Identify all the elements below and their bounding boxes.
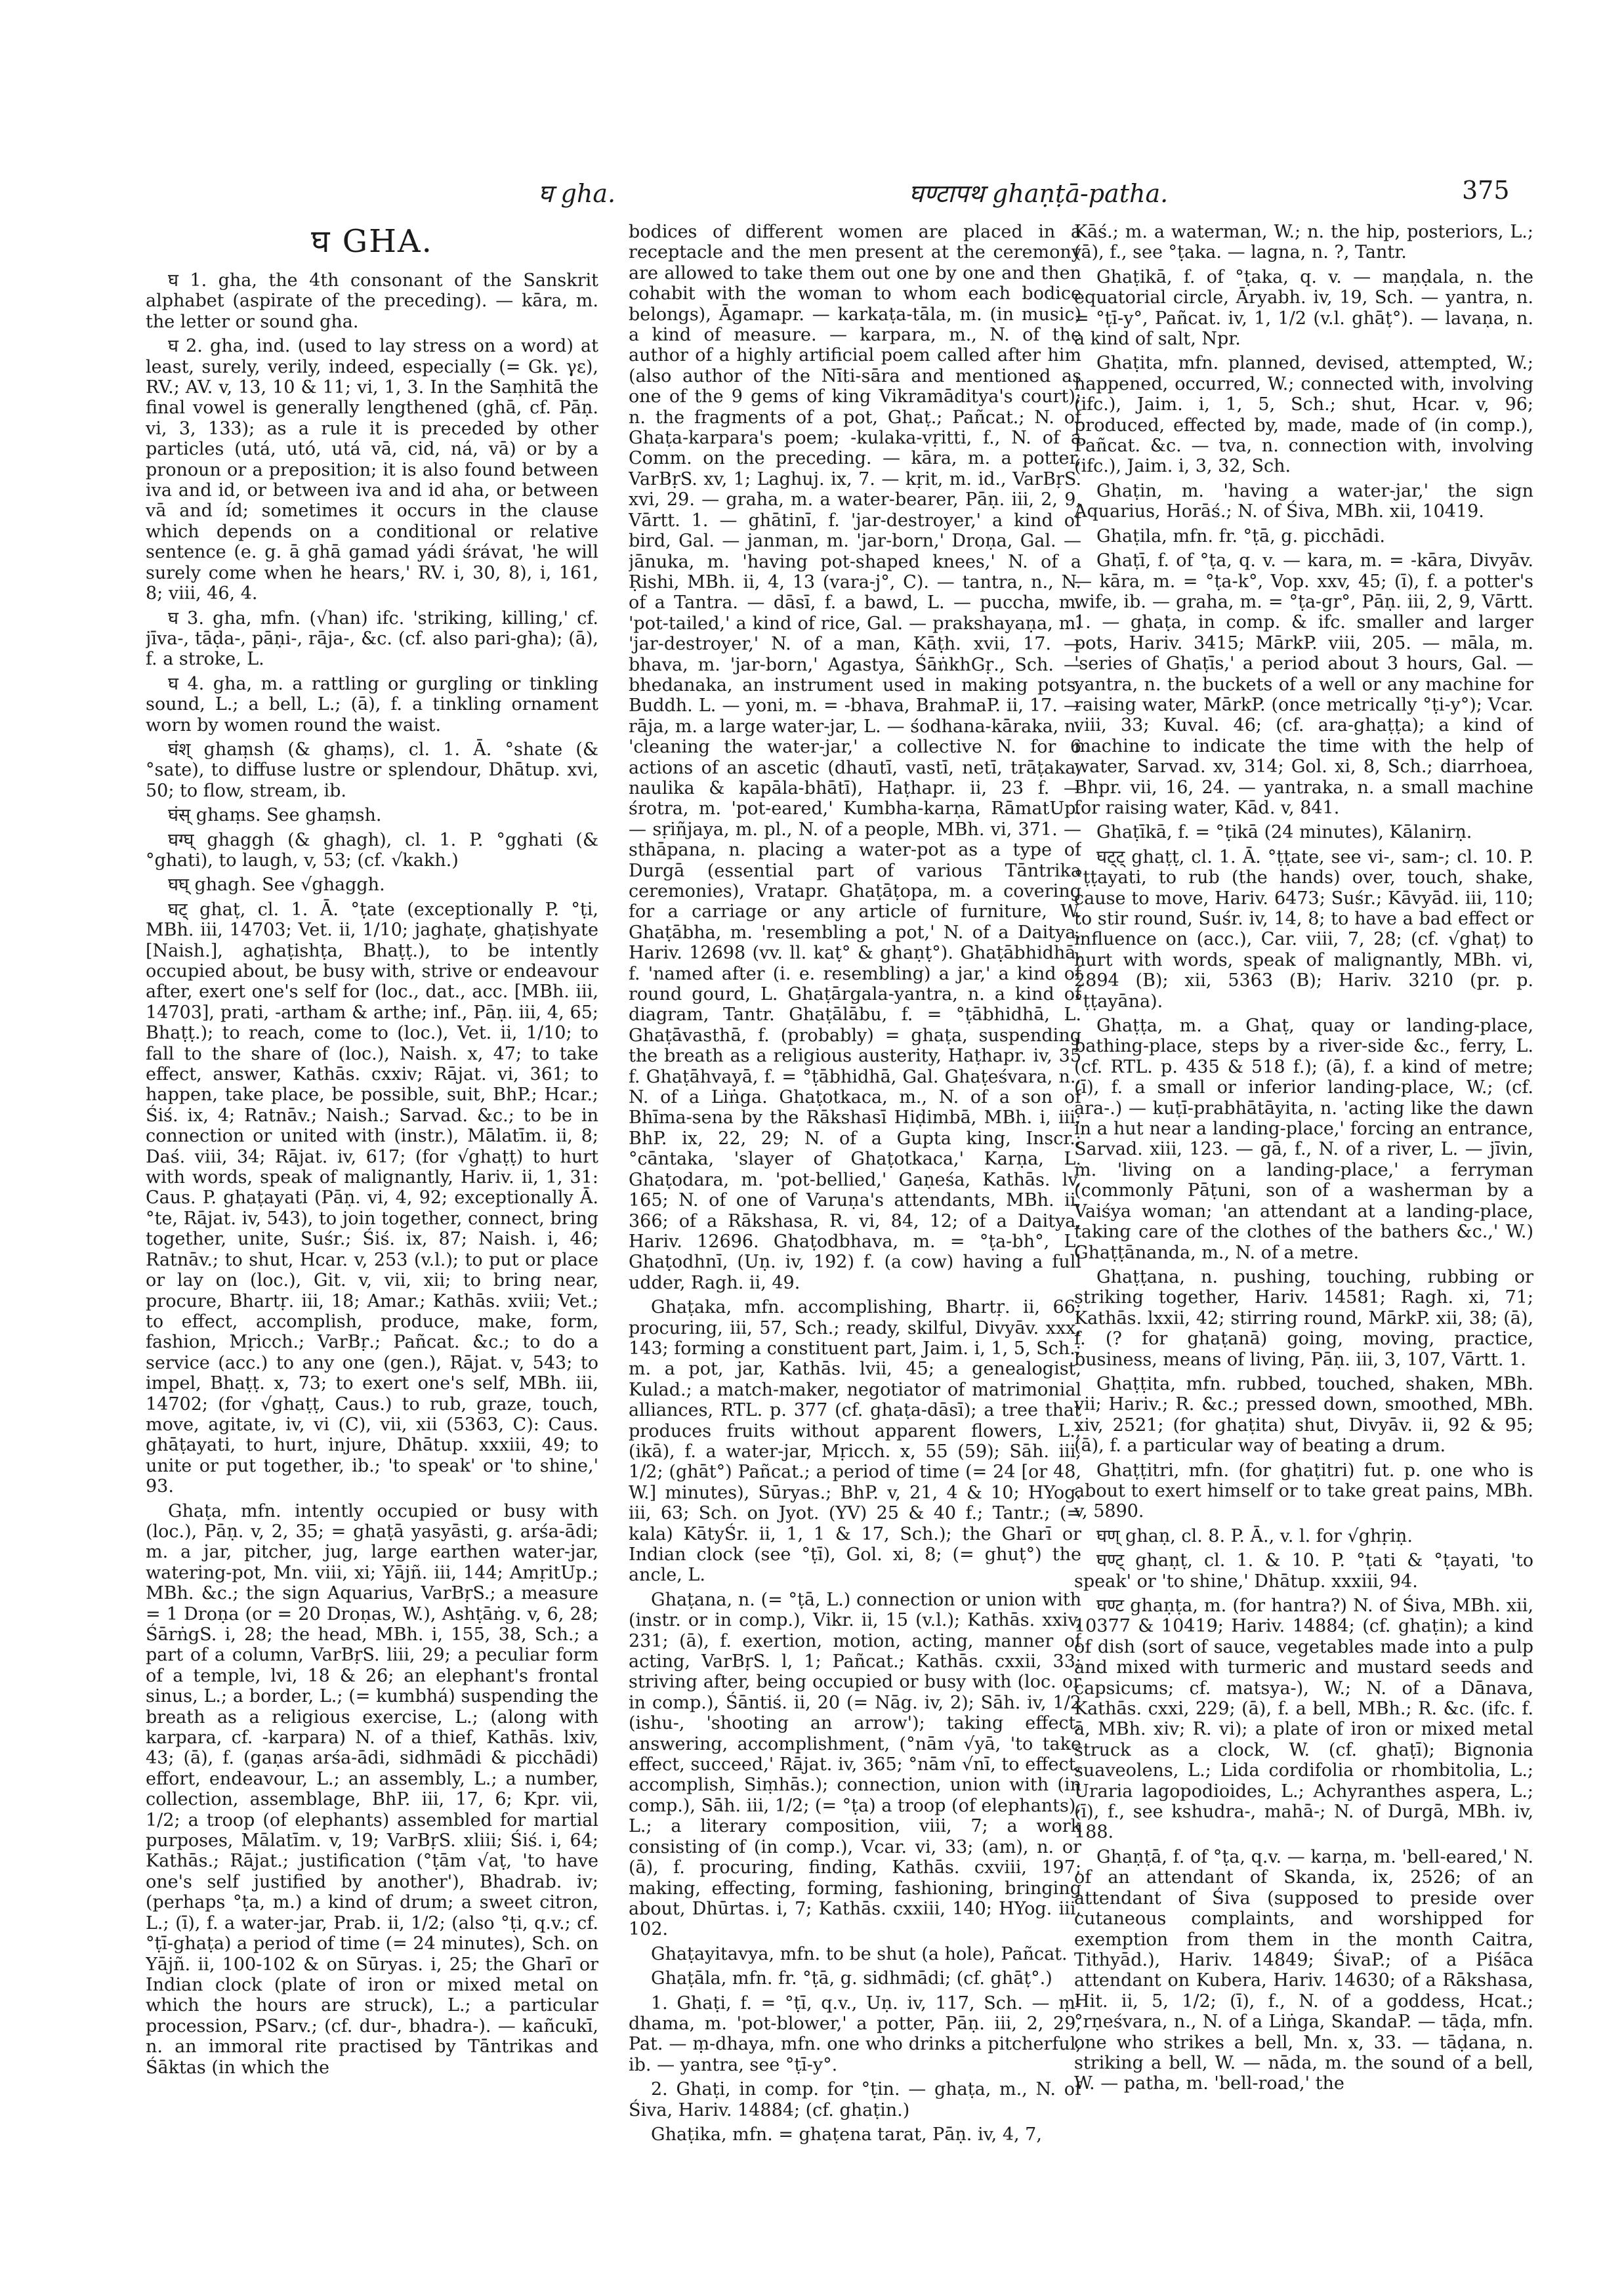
entry-ghata-continued: bodices of different women are placed in a receptacle and the men present at the ceremony are allowed to take them out one by one and then cohabit with the woman to whom each bodice belongs), Āgamapr. — karkaṭa-tāla, m. (in music) a kind of measure. — karpara, m., N. of the author of a highly artificial poem called after him (also author of the Nīti-sāra and mentioned as one of the 9 gems of king Vikramāditya's court); n. the fragments of a pot, Ghaṭ.; Pañcat.; N. of Ghaṭa-karpara's poem; -kulaka-vṛitti, f., N. of a Comm. on the preceding. — kāra, m. a potter, VarBṛS. xv, 1; Laghuj. ix, 7. — kṛit, m. id., VarBṛS. xvi, 29. — graha, m. a water-bearer, Pāṇ. iii, 2, 9, Vārtt. 1. — ghātinī, f. 'jar-destroyer,' a kind of bird, Gal. — janman, m. 'jar-born,' Droṇa, Gal. — jānuka, m. 'having pot-shaped knees,' N. of a Ṛishi, MBh. ii, 4, 13 (vara-j°, C). — tantra, n., N. of a Tantra. — dāsī, f. a bawd, L. — puccha, m. 'pot-tailed,' a kind of rice, Gal. — prakshayaṇa, m. 'jar-destroyer,' N. of a man, Kāṭh. xvii, 17. — bhava, m. 'jar-born,' Agastya, ŚāṅkhGṛ., Sch. — bhedanaka, an instrument used in making pots, Buddh. L. — yoni, m. = -bhava, BrahmaP. ii, 17. — rāja, m. a large water-jar, L. — śodhana-kāraka, n. 'cleaning the water-jar,' a collective N. for 6 actions of an ascetic (dhautī, vastī, netī, trāṭaka, naulika & kapāla-bhātī), Haṭhapr. ii, 23 f. — śrotra, m. 'pot-eared,' Kumbha-karṇa, RāmatUp. — sṛiñjaya, m. pl., N. of a people, MBh. vi, 371. — sthāpana, n. placing a water-pot as a type of Durgā (essential part of various Tāntrika ceremonies), Vratapr. Ghaṭāṭopa, m. a covering for a carriage or any article of furniture, W. Ghaṭābha, m. 'resembling a pot,' N. of a Daitya, Hariv. 12698 (vv. ll. kaṭ° & ghaṇṭ°). Ghaṭābhidhā, f. 'named after (i. e. resembling) a jar,' a kind of round gourd, L. Ghaṭārgala-yantra, n. a kind of diagram, Tantr. Ghaṭālābu, f. = °ṭābhidhā, L. Ghaṭāvasthā, f. (probably) = ghaṭa, suspending the breath as a religious austerity, Haṭhapr. iv, 35 f. Ghaṭāhvayā, f. = °ṭābhidhā, Gal. Ghaṭeśvara, n., N. of a Liṅga. Ghaṭotkaca, m., N. of a son of Bhīma-sena by the Rākshasī Hiḍimbā, MBh. i, iii; BhP. ix, 22, 29; N. of a Gupta king, Inscr.; °cāntaka, 'slayer of Ghaṭotkaca,' Karṇa, L. Ghaṭodara, m. 'pot-bellied,' Gaṇeśa, Kathās. lv, 165; N. of one of Varuṇa's attendants, MBh. ii, 366; of a Rākshasa, R. vi, 84, 12; of a Daitya, Hariv. 12696. Ghaṭodbhava, m. = °ṭa-bh°, L. Ghaṭodhnī, (Uṇ. iv, 192) f. (a cow) having a full udder, Ragh. ii, 49. — [629, 222, 1081, 1293]
entry-ghatala: Ghaṭāla, mfn. fr. °ṭā, g. sidhmādi; (cf. ghāṭ°.) — [651, 1968, 1052, 1989]
entry-ghattitri: Ghaṭṭitri, mfn. (for ghaṭitri) fut. p. one who is about to exert himself or to take great pains, MBh. v, 5890. — [1074, 1460, 1533, 1522]
entry-ghatin: Ghaṭin, m. 'having a water-jar,' the sign Aquarius, Horāś.; N. of Śiva, MBh. xii, 10419. — [1074, 480, 1533, 522]
entry-ghant-root: घण्ट् ghaṇṭ, cl. 1. & 10. P. °ṭati & °ṭayati, 'to speak' or 'to shine,' Dhātup. xxxiii, 94. — [1074, 1550, 1533, 1592]
entry-ghamsh: घंश् ghaṃsh (& ghaṃs), cl. 1. Ā. °shate (& °sate), to diffuse lustre or splendour, Dhātup. xvi, 50; to flow, stream, ib. — [146, 739, 598, 801]
entry-gha-4: घ 4. gha, m. a rattling or gurgling or tinkling sound, L.; a bell, L.; (ā), f. a tinkling ornament worn by women round the waist. — [146, 673, 598, 735]
header-right-keyword: घण्टापथ ghaṇṭā-patha. — [909, 179, 1169, 208]
entry-ghataka: Ghaṭaka, mfn. accomplishing, Bhartṛ. ii, 66; procuring, iii, 57, Sch.; ready, skilful, Divyāv. xxx, 143; forming a constituent part, Jaim. i, 1, 5, Sch.; m. a pot, jar, Kathās. lvii, 45; a genealogist, Kulad.; a match-maker, negotiator of matrimonial alliances, RTL. p. 377 (cf. ghaṭa-dāsī); a tree that produces fruits without apparent flowers, L.; (ikā), f. a water-jar, Mṛicch. x, 55 (59); Sāh. iii, 1/2; (ghāt°) Pañcat.; a period of time (= 24 [or 48, W.] minutes), Sūryas.; BhP. v, 21, 4 & 10; HYog. iii, 63; Sch. on Jyot. (YV) 25 & 40 f.; Tantr.; (= kala) KātyŚr. ii, 1, 1 & 17, Sch.); the Gharī or Indian clock (see °ṭī), Gol. xi, 8; (= ghuṭ°) the ancle, L. — [629, 1297, 1081, 1586]
entry-ghattana: Ghaṭṭana, n. pushing, touching, rubbing or striking together, Hariv. 14581; Ragh. xi, 71; Kathās. lxxii, 42; stirring round, MārkP. xii, 38; (ā), f. (? for ghaṭanā) going, moving, practice, business, means of living, Pāṇ. iii, 3, 107, Vārtt. 1. — [1074, 1266, 1533, 1370]
entry-ghagh: घघ् ghagh. See √ghaggh. — [168, 875, 385, 896]
running-head — [0, 176, 1624, 215]
entry-ghatika: Ghaṭika, mfn. = ghaṭena tarat, Pāṇ. iv, 4, 7, — [651, 2124, 1042, 2145]
column-1 — [146, 222, 598, 2223]
section-title: घ GHA. — [311, 223, 433, 260]
entry-ghanta-m: घण्ट ghaṇṭa, m. (for hantra?) N. of Śiva, MBh. xii, 10377 & 10419; Hariv. 14884; (cf. ghaṭin); a kind of dish (sort of sauce, vegetables made into a pulp and mixed with turmeric and mustard seeds and capsicums; cf. matsya-), W.; N. of a Dānava, Kathās. cxxi, 229; (ā), f. a bell, MBh.; R. &c. (ifc. f. ā, MBh. xiv; R. vi); a plate of iron or mixed metal struck as a clock, W. (cf. ghaṭī); Bignonia suaveolens, L.; Lida cordifolia or rhombitolia, L.; Uraria lagopodioides, L.; Achyranthes aspera, L.; (ī), f., see kshudra-, mahā-; N. of Durgā, MBh. iv, 188. — [1074, 1596, 1533, 1843]
entry-ghatita: Ghaṭita, mfn. planned, devised, attempted, W.; happened, occurred, W.; connected with, involving (ifc.), Jaim. i, 1, 5, Sch.; shut, Hcar. v, 96; produced, effected by, made, made of (in comp.), Pañcat. &c. — tva, n. connection with, involving (ifc.), Jaim. i, 3, 32, Sch. — [1074, 353, 1533, 477]
page-number: 375 — [1462, 176, 1510, 205]
entry-ghatika-time: Ghaṭīkā, f. = °ṭikā (24 minutes), Kālanirṇ. — [1096, 822, 1472, 843]
entry-ghatta: Ghaṭṭa, m. a Ghaṭ, quay or landing-place, bathing-place, steps by a river-side &c., ferry, L. (cf. RTL. p. 435 & 518 f.); (ā), f. a kind of metre; (ī), f. a small or inferior landing-place, W.; (cf. ara-.) — kuṭī-prabhātāyita, n. 'acting like the dawn in a hut near a landing-place,' forcing an entrance, Sarvad. xiii, 123. — gā, f., N. of a river, L. — jīvin, m. 'living on a landing-place,' a ferryman (commonly Pāṭuni, son of a washerman by a Vaiśya woman; 'an attendant at a landing-place, taking care of the clothes of the bathers &c.,' W.) Ghaṭṭānanda, m., N. of a metre. — [1074, 1016, 1533, 1263]
entry-ghatila: Ghaṭila, mfn. fr. °ṭā, g. picchādi. — [1096, 526, 1385, 547]
entry-ghatayitavya: Ghaṭayitavya, mfn. to be shut (a hole), Pañcat. — [651, 1943, 1068, 1964]
entry-ghatika-f: Ghaṭikā, f. of °ṭaka, q. v. — maṇḍala, n. the equatorial circle, Āryabh. iv, 19, Sch. — yantra, n. = °ṭī-y°, Pañcat. iv, 1, 1/2 (v.l. ghāṭ°). — lavaṇa, n. a kind of salt, Npr. — [1074, 266, 1533, 350]
entry-ghaggh: घग्घ् ghaggh (& ghagh), cl. 1. P. °gghati (& °ghati), to laugh, v, 53; (cf. √kakh.) — [146, 829, 598, 871]
entry-ghan: घण् ghaṇ, cl. 8. P. Ā., v. l. for √ghṛiṇ. — [1096, 1525, 1413, 1546]
entry-ghatana: Ghaṭana, n. (= °ṭā, L.) connection or union with (instr. or in comp.), Vikr. ii, 15 (v.l.); Kathās. xxiv, 231; (ā), f. exertion, motion, acting, manner of acting, VarBṛS. l, 1; Pañcat.; Kathās. cxxii, 33; striving after, being occupied or busy with (loc. or in comp.), Śāntiś. ii, 20 (= Nāg. iv, 2); Sāh. iv, 1/2 (ishu-, 'shooting an arrow'); taking effect, answering, accomplishment, (°nām √yā, 'to take effect, succeed,' Rājat. iv, 365; °nām √nī, to effect, accomplish, Siṃhās.); connection, union with (in comp.), Sāh. iii, 1/2; (= °ṭa) a troop (of elephants), L.; a literary composition, viii, 7; a work consisting of (in comp.), Vcar. vi, 33; (am), n. or (ā), f. procuring, finding, Kathās. cxviii, 197; making, effecting, forming, fashioning, bringing about, Dhūrtas. i, 7; Kathās. cxxiii, 140; HYog. iii, 102. — [629, 1589, 1081, 1940]
entry-ghanta-f: Ghaṇṭā, f. of °ṭa, q.v. — karṇa, m. 'bell-eared,' N. of an attendant of Skanda, ix, 2526; of an attendant of Śiva (supposed to preside over cutaneous complaints, and worshipped for exemption from them in the month Caitra, Tithyād.), Hariv. 14849; ŚivaP.; of a Piśāca attendant on Kubera, Hariv. 14630; of a Rākshasa, Hit. ii, 5, 1/2; (ī), f., N. of a goddess, Hcat.; °rṇeśvara, n., N. of a Liṅga, SkandaP. — tāḍa, mfn. one who strikes a bell, Mn. x, 33. — tāḍana, n. striking a bell, W. — nāda, m. the sound of a bell, W. — patha, m. 'bell-road,' the — [1074, 1846, 1533, 2094]
entry-ghatika-continued: Kāś.; m. a waterman, W.; n. the hip, posteriors, L.; (ā), f., see °ṭaka. — lagna, n. ?, Tantr. — [1074, 222, 1533, 263]
entry-ghattita: Ghaṭṭita, mfn. rubbed, touched, shaken, MBh. vii; Hariv.; R. &c.; pressed down, smoothed, MBh. xiv, 2521; (for ghaṭita) shut, Divyāv. ii, 92 & 95; (ā), f. a particular way of beating a drum. — [1074, 1373, 1533, 1457]
entry-ghati-2: 2. Ghaṭi, in comp. for °ṭin. — ghaṭa, m., N. of Śiva, Hariv. 14884; (cf. ghaṭin.) — [629, 2079, 1081, 2120]
column-3 — [1074, 222, 1533, 2223]
entry-ghata: Ghaṭa, mfn. intently occupied or busy with (loc.), Pāṇ. v, 2, 35; = ghaṭā yasyāsti, g. arśa-ādi; m. a jar, pitcher, jug, large earthen water-jar, watering-pot, Mn. viii, xi; Yājñ. iii, 144; AmṛitUp.; MBh. &c.; the sign Aquarius, VarBṛS.; a measure = 1 Droṇa (or = 20 Droṇas, W.), Ashṭāṅg. v, 6, 28; ŚārṅgS. i, 28; the head, MBh. i, 155, 38, Sch.; a part of a column, VarBṛS. liii, 29; a peculiar form of a temple, lvi, 18 & 26; an elephant's frontal sinus, L.; a border, L.; (= kumbhá) suspending the breath as a religious exercise, L.; (along with karpara, cf. -karpara) N. of a thief, Kathās. lxiv, 43; (ā), f. (gaṇas arśa-ādi, sidhmādi & picchādi) effort, endeavour, L.; an assembly, L.; a number, collection, assemblage, BhP. iii, 17, 6; Kpr. vii, 1/2; a troop (of elephants) assembled for martial purposes, Mālatīm. v, 19; VarBṛS. xliii; Śiś. i, 64; Kathās.; Rājat.; justification (°ṭām √aṭ, 'to have one's self justified by another'), Bhadrab. iv; (perhaps °ṭa, m.) a kind of drum; a sweet citron, L.; (ī), f. a water-jar, Prab. ii, 1/2; (also °ṭi, q.v.; cf. °ṭī-ghaṭa) a period of time (= 24 minutes), Sch. on Yājñ. ii, 100-102 & on Sūryas. i, 25; the Gharī or Indian clock (plate of iron or mixed metal on which the hours are struck), L.; a particular procession, PSarv.; (cf. dur-, bhadra-). — kañcukī, n. an immoral rite practised by Tāntrikas and Śāktas (in which the — [146, 1500, 598, 2078]
entry-ghat-root: घट् ghaṭ, cl. 1. Ā. °ṭate (exceptionally P. °ṭi, MBh. iii, 14703; Vet. ii, 1/10; jaghaṭe, ghaṭishyate [Naish.], aghaṭishṭa, Bhaṭṭ.), to be intently occupied about, be busy with, strive or endeavour after, exert one's self for (loc., dat., acc. [MBh. iii, 14703], prati, -artham & arthe; inf., Pāṇ. iii, 4, 65; Bhaṭṭ.); to reach, come to (loc.), Vet. ii, 1/10; to fall to the share of (loc.), Naish. x, 47; to take effect, answer, Kathās. cxxiv; Rājat. vi, 361; to happen, take place, be possible, suit, BhP.; Hcar.; Śiś. ix, 4; Ratnāv.; Naish.; Sarvad. &c.; to be in connection or united with (instr.), Mālatīm. ii, 8; Daś. viii, 34; Rājat. iv, 617; (for √ghaṭṭ) to hurt with words, speak of malignantly, Hariv. ii, 1, 31: Caus. P. ghaṭayati (Pāṇ. vi, 4, 92; exceptionally Ā. °te, Rājat. iv, 543), to join together, connect, bring together, unite, Suśr.; Śiś. ix, 87; Naish. i, 46; Ratnāv.; to shut, Hcar. v, 253 (v.l.); to put or place or lay on (loc.), Git. v, vii, xii; to bring near, procure, Bhartṛ. iii, 18; Amar.; Kathās. xviii; Vet.; to effect, accomplish, produce, make, form, fashion, Mṛicch.; VarBṛ.; Pañcat. &c.; to do a service (acc.) to any one (gen.), Rājat. v, 543; to impel, Bhaṭṭ. x, 73; to exert one's self, MBh. iii, 14702; (for √ghaṭṭ, Caus.) to rub, graze, touch, move, agitate, iv, vi (C), vii, xii (5363, C): Caus. ghāṭayati, to hurt, injure, Dhātup. xxxiii, 49; to unite or put together, ib.; 'to speak' or 'to shine,' 93. — [146, 899, 598, 1497]
entry-ghati-f: Ghaṭī, f. of °ṭa, q. v. — kara, m. = -kāra, Divyāv. — kāra, m. = °ṭa-k°, Vop. xxv, 45; (ī), f. a potter's wife, ib. — graha, m. = °ṭa-gr°, Pāṇ. iii, 2, 9, Vārtt. 1. — ghaṭa, in comp. & ifc. smaller and larger pots, Hariv. 3415; MārkP. viii, 205. — māla, m. 'series of Ghaṭīs,' a period about 3 hours, Gal. — yantra, n. the buckets of a well or any machine for raising water, MārkP. (once metrically °ṭi-y°); Vcar. viii, 33; Kuval. 46; (cf. ara-ghaṭṭa); a kind of machine to indicate the time with the help of water, Sarvad. xv, 314; Gol. xi, 8, Sch.; diarrhoea, Bhpr. vii, 16, 24. — yantraka, n. a small machine for raising water, Kād. v, 841. — [1074, 550, 1533, 818]
entry-gha-1: घ 1. gha, the 4th consonant of the Sanskrit alphabet (aspirate of the preceding). — kāra, m. the letter or sound gha. — [146, 270, 598, 332]
entry-ghams: घंस् ghaṃs. See ghaṃsh. — [168, 805, 382, 826]
entry-gha-2: घ 2. gha, ind. (used to lay stress on a word) at least, surely, verily, indeed, especially (= Gk. γε), RV.; AV. v, 13, 10 & 11; vi, 1, 3. In the Saṃhitā the final vowel is generally lengthened (ghā, cf. Pāṇ. vi, 3, 133); as a rule it is preceded by other particles (utá, utó, utá vā, cid, ná, vā) or by a pronoun or a preposition; it is also found between iva and id, or between iva and id aha, or between vā and íd; sometimes it occurs in the clause which depends on a conditional or relative sentence (e. g. ā ghā gamad yádi śrávat, 'he will surely come when he hears,' RV. i, 30, 8), i, 161, 8; viii, 46, 4. — [146, 336, 598, 604]
entry-gha-3: घ 3. gha, mfn. (√han) ifc. 'striking, killing,' cf. jīva-, tāḍa-, pāṇi-, rāja-, &c. (cf. also pari-gha); (ā), f. a stroke, L. — [146, 608, 598, 670]
column-2 — [629, 222, 1081, 2223]
entry-ghati-1: 1. Ghaṭi, f. = °ṭī, q.v., Uṇ. iv, 117, Sch. — ṃ-dhama, m. 'pot-blower,' a potter, Pāṇ. iii, 2, 29, Pat. — ṃ-dhaya, mfn. one who drinks a pitcherful, ib. — yantra, see °ṭī-y°. — [629, 1993, 1081, 2075]
header-left-keyword: घ gha. — [538, 179, 616, 208]
entry-ghatt-root: घट्ट् ghaṭṭ, cl. 1. Ā. °ṭṭate, see vi-, sam-; cl. 10. P. °ṭṭayati, to rub (the hands) over, touch, shake, cause to move, Hariv. 6473; Suśr.; Kāvyād. iii, 110; to stir round, Suśr. iv, 14, 8; to have a bad effect or influence on (acc.), Car. viii, 7, 28; (cf. √ghaṭ) to hurt with words, speak of malignantly, MBh. vi, 2894 (B); xii, 5363 (B); Hariv. 3210 (pr. p. °ṭṭayāna). — [1074, 846, 1533, 1012]
